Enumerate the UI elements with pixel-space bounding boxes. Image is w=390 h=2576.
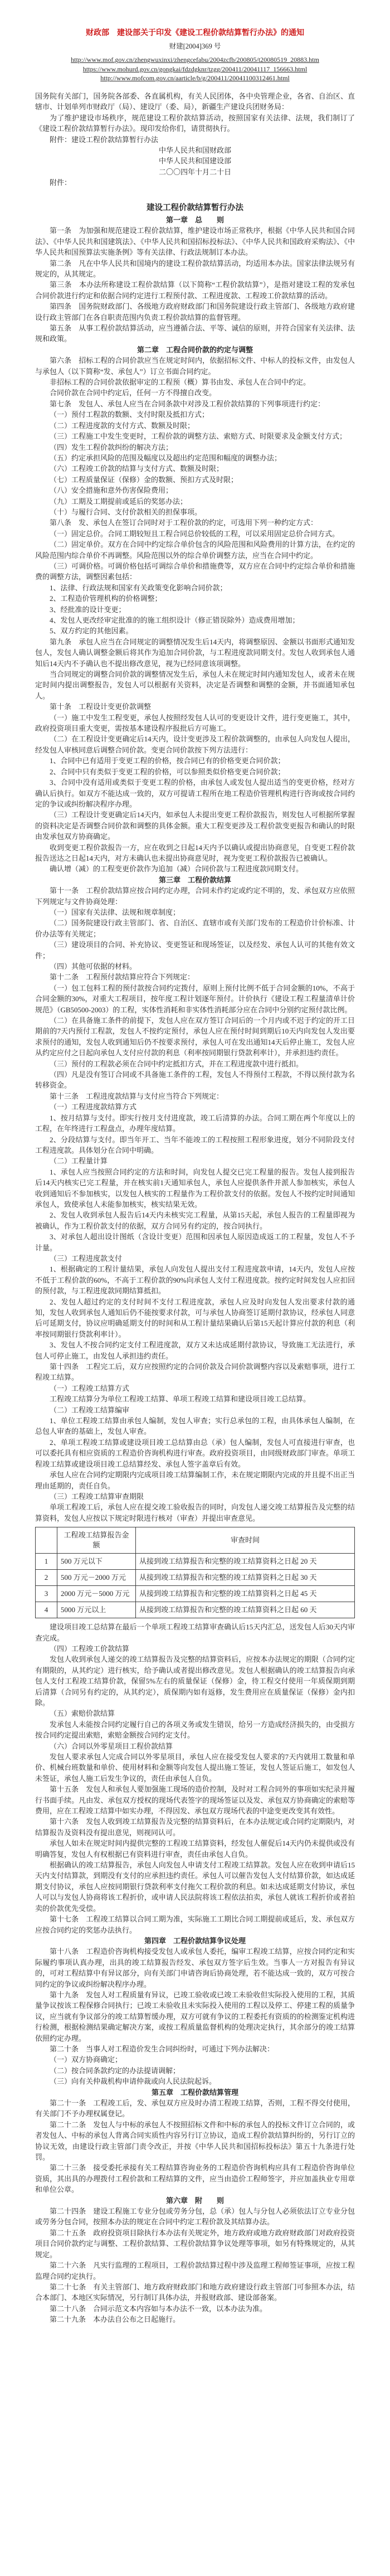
paragraph: （二）工程进度款的支付方式、数额及时限；: [50, 421, 195, 430]
paragraph: 第十九条 发包人对工程质量有异议，已竣工验收或已竣工未验收但实际投入使用的工程，其质量争议按该工程保修合同执行；已竣工未验收且未实际投入使用的工程以及停工、停建工程的质量争议，应当就有争议部分的竣工结算暂缓办理，双方可就有争议的工程委托有资质的的检测鉴定机构进行检测，根据检测结果确定解决方案，或按工程质量监督机构的处理决定执行，其余部分的竣工结算依照约定办理。: [35, 1990, 355, 2043]
paragraph: （一）施工中发生工程变更，承包人按照经发包人认可的变更设计文件，进行变更施工，其中，政府投资项目重大变更，需按基本建设程序报批后方可施工。: [35, 713, 355, 733]
paragraph: 2、工程造价管理机构的价格调整；: [50, 594, 162, 603]
paragraph: 1、承包人应当按照合同约定的方法和时间，向发包人提交已完工程量的报告。发包人接到报告后14天内核实已完工程量，并在核实前1天通知承包人，承包人应提供条件并派人参加核实，承包人收到通知后不参加核实，以发包人核实的工程量作为工程价款支付的依据。发包人不按约定时间通知承包人，致使承包人未能参加核实，核实结果无效。: [35, 1167, 355, 1209]
paragraph: （一）双方协商确定；: [50, 2055, 123, 2064]
source-links: [35, 55, 355, 83]
paragraph: 第十四条 工程完工后，双方应按照约定的合同价款及合同价款调整内容以及索赔事项，进行工程竣工结算。: [35, 1362, 355, 1382]
paragraph: （三）可调价格。可调价格包括可调综合单价和措施费等，双方应在合同中约定综合单价和措施费的调整方法，调整因素包括：: [35, 561, 355, 581]
paragraph: 第二十八条 合同示范文本内容如与本办法不一致，以本办法为准。: [50, 2304, 267, 2313]
paragraph: 工程竣工结算分为单位工程竣工结算、单项工程竣工结算和建设项目竣工总结算。: [50, 1395, 311, 1404]
source-link-mof[interactable]: http://www.mof.gov.cn/zhengwuxinxi/zhengcefabu/2004zcfb/200805/t20080519_20883.htm: [71, 56, 319, 64]
paragraph: 1、按月结算与支付。即实行按月支付进度款，竣工后清算的办法。合同工期在两个年度以上的工程，在年终进行工程盘点，办理年度结算。: [35, 1113, 355, 1133]
table-cell: 500 万元－2000 万元: [57, 1570, 136, 1586]
table-cell: 2000 万元－5000 万元: [57, 1586, 136, 1602]
paragraph: 第二十三条 接受委托承接有关工程结算咨询业务的工程造价咨询机构应具有工程造价咨询单位资质，其出具的办理拨付工程价款和工程结算的文件，应当由造价工程师签字，并应加盖执业专用章和单位公章。: [35, 2163, 355, 2194]
table-cell: 3: [36, 1586, 57, 1602]
paragraph: （三）建设项目的合同、补充协议、变更签证和现场签证，以及经发、承包人认可的其他有效文件；: [35, 940, 355, 960]
paragraph: （七）工程质量保证（保修）金的数额、预扣方式及时限；: [50, 475, 238, 484]
paragraph: 承包人应在合同约定期限内完成项目竣工结算编制工作，未在规定期限内完成的并且提不出正当理由延期的，责任自负。: [35, 1471, 355, 1490]
table-cell: 5000 万元以上: [57, 1602, 136, 1618]
table-header-cell: 工程竣工结算报告金额: [57, 1527, 136, 1554]
paragraph: （二）国务院建设行政主管部门、省、自治区、直辖市或有关部门发布的工程造价计价标准、计价办法等有关规定；: [35, 919, 355, 938]
paragraph: 2、发包人超过约定的支付时间不支付工程进度款，承包人应及时向发包人发出要求付款的通知，发包人收到承包人通知后仍不能按要求付款，可与承包人协商签订延期付款协议，经承包人同意后可延期支付，协议应明确延期支付的时间和从工程计量结果确认后第15天起计算应付款的利息（利率按同期银行贷款利率计）。: [35, 1297, 355, 1338]
paragraph: （二）工程竣工结算编审: [50, 1405, 130, 1414]
chapter-heading: 第四章 工程价款结算争议处理: [144, 1936, 246, 1945]
paragraph: （八）安全措施和意外伤害保险费用；: [50, 486, 173, 495]
paragraph: （四）其他可依据的材料。: [50, 962, 137, 971]
paragraph: 发承包人未能按合同约定履行自己的各项义务或发生错误，给另一方造成经济损失的，由受损方按合同约定提出索赔，索赔金额按合同约定支付。: [35, 1720, 355, 1740]
paragraph: （四）凡是没有签订合同或不具备施工条件的工程，发包人不得预付工程款，不得以预付款为名转移资金。: [35, 1070, 355, 1090]
document-text-blocks: [35, 91, 355, 2325]
paragraph: 3、合同中没有适用或类似于变更工程的价格，由承包人或发包人提出适当的变更价格，经对方确认后执行。如双方不能达成一致的，双方可提请工程所在地工程造价管理机构进行咨询或按合同约定的争议或纠纷解决程序办理。: [35, 778, 355, 808]
paragraph: 第二十七条 有关主管部门、地方政府财政部门和地方政府建设行政主管部门可参照本办法，结合本部门、本地区实际情况，另行制订具体办法，并报财政部、建设部备案。: [35, 2282, 355, 2302]
paragraph: 1、法律、行政法规和国家有关政策变化影响合同价款；: [50, 583, 227, 592]
paragraph: （一）工程竣工结算方式: [50, 1384, 130, 1393]
paragraph: 3、发包人不按合同约定支付工程进度款，双方又未达成延期付款协议，导致施工无法进行，承包人可停止施工，由发包人承担违约责任。: [35, 1341, 355, 1360]
paragraph: 第十五条 发包人和承包人要加强施工现场的造价控制，及时对工程合同外的事项如实纪录并履行书面手续。凡由发、承包双方授权的现场代表签字的现场签证以及发、承包双方协商确定的索赔等费用，应在工程竣工结算中如实办理，不得因发、承包双方现场代表的中途变更改变其有效性。: [35, 1785, 355, 1816]
table-cell: 从接到竣工结算报告和完整的竣工结算资料之日起 30 天: [136, 1570, 355, 1586]
table-header-cell: [36, 1527, 57, 1554]
paragraph: 第九条 承包人应当在合同规定的调整情况发生后14天内，将调整原因、金额以书面形式通知发包人，发包人确认调整金额后将其作为追加合同价款，与工程进度款同期支付。发包人收到承包人通知后14天内不予确认也不提出修改意见，视为已经同意该项调整。: [35, 637, 355, 668]
paragraph: 为了维护建设市场秩序，规范建设工程价款结算活动，按照国家有关法律、法规，我们制订了《建设工程价款结算暂行办法》。现印发给你们，请贯彻执行。: [35, 113, 355, 133]
paragraph: 2、发包人收到承包人报告后14天内未核实完工程量，从第15天起，承包人报告的工程量即视为被确认，作为工程价款支付的依据，双方合同另有约定的，按合同执行。: [35, 1211, 355, 1230]
paragraph: 附件：: [50, 178, 72, 187]
paragraph: 第十八条 工程造价咨询机构接受发包人或承包人委托，编审工程竣工结算，应按合同约定和实际履约事项认真办理，出具的竣工结算报告经发、承包双方签字后生效。当事人一方对报告有异议的，可对工程结算中有异议部分，向有关部门申请咨询后协商处理，若不能达成一致的，双方可按合同约定的争议或纠纷解决程序办理。: [35, 1947, 355, 1988]
table-cell: 从接到竣工结算报告和完整的竣工结算资料之日起 20 天: [136, 1554, 355, 1570]
paragraph: 收到变更工程价款报告一方，应在收到之日起14天内予以确认或提出协商意见，自变更工程价款报告送达之日起14天内，对方未确认也未提出协商意见时，视为变更工程价款报告已被确认。: [35, 843, 355, 862]
paragraph: 3、对承包人超出设计图纸（含设计变更）范围和因承包人原因造成返工的工程量，发包人不予计量。: [35, 1233, 355, 1252]
paragraph: 承包人如未在规定时间内提供完整的工程竣工结算资料，经发包人催促后14天内仍未提供或没有明确答复，发包人有权根据已有资料进行审查，责任由承包人自负。: [35, 1839, 355, 1859]
paragraph: （四）发生工程价款纠纷的解决方法；: [50, 443, 173, 452]
paragraph: 合同价款在合同中约定后，任何一方不得擅自改变。: [50, 389, 217, 397]
paragraph: （一）包工包料工程的预付款按合同约定拨付，原则上预付比例不低于合同金额的10%，不高于合同金额的30%，对重大工程项目，按年度工程计划逐年预付。计价执行《建设工程工程量清单计价规范》（GB50500-2003）的工程，实体性消耗和非实体性消耗部分应在合同中分别约定预付款比例。: [35, 983, 355, 1014]
paragraph: （三）预付的工程款必须在合同中约定抵扣方式，并在工程进度款中进行抵扣。: [50, 1059, 304, 1068]
paragraph: 确认增（减）的工程变更价款作为追加（减）合同价款与工程进度款同期支付。: [50, 865, 304, 874]
paragraph: 5、双方约定的其他因素。: [50, 627, 133, 635]
signature-line: 二〇〇四年十月二十日: [158, 167, 231, 176]
paragraph: （九）工期及工期提前或延后的奖惩办法；: [50, 497, 188, 506]
paragraph: （六）工程竣工价款的结算与支付方式、数额及时限；: [50, 464, 224, 473]
paragraph: 第二十四条 建设工程施工专业分包或劳务分包，总（承）包人与分包人必须依法订立专业分包或劳务分包合同，按照本办法的规定在合同中约定工程价款及其结算办法。: [35, 2207, 355, 2226]
paragraph: 第二十九条 本办法自公布之日起施行。: [50, 2315, 181, 2324]
table-cell: 2: [36, 1570, 57, 1586]
paragraph: 1、根据确定的工程计量结果，承包人向发包人提出支付工程进度款申请，14天内，发包人应按不低于工程价款的60%，不高于工程价款的90%向承包人支付工程进度款。按约定时间发包人应扣回的预付款，与工程进度款同期结算抵扣。: [35, 1265, 355, 1296]
paragraph: （二）在工程设计变更确定后14天内，设计变更涉及工程价款调整的，由承包人向发包人提出，经发包人审核同意后调整合同价款。变更合同价款按下列方法进行：: [35, 735, 355, 754]
measures-title: 建设工程价款结算暂行办法: [147, 203, 243, 212]
paragraph: 附件：建设工程价款结算暂行办法: [50, 135, 159, 144]
paragraph: 第十一条 工程价款结算应按合同约定办理，合同未作约定或约定不明的，发、承包双方应依照下列规定与文件协商处理：: [35, 886, 355, 906]
paragraph: 第二十二条 发包人与中标的承包人不按照招标文件和中标的承包人的投标文件订立合同的，或者发包人、中标的承包人背离合同实质性内容另行订立协议，造成工程价款结算纠纷的，另行订立的协议无效，由建设行政主管部门责令改正，并按《中华人民共和国招标投标法》第五十九条进行处罚。: [35, 2120, 355, 2162]
paragraph: （四）工程竣工价款结算: [50, 1644, 130, 1653]
chapter-heading: 第一章 总 则: [165, 215, 224, 224]
paragraph: （一）国家有关法律、法规和规章制度；: [50, 908, 181, 916]
paragraph: 第二十一条 工程竣工后，发、承包双方应及时办清工程竣工结算，否则，工程不得交付使用，有关部门不予办理权属登记。: [35, 2099, 355, 2118]
paragraph: 4、发包人更改经审定批准的的施工组织设计（修正错误除外）造成费用增加；: [50, 616, 300, 624]
paragraph: 第十六条 发包人收到竣工结算报告及完整的结算资料后，在本办法规定或合同约定期限内，对结算报告及资料没有提出意见，则视同认可。: [35, 1817, 355, 1837]
paragraph: 第七条 发包人、承包人应当在合同条款中对涉及工程价款结算的下列事项进行约定：: [50, 399, 325, 408]
paragraph: （十）与履行合同、支付价款相关的担保事项。: [50, 507, 202, 516]
doc-number: 财建[2004]369 号: [169, 42, 221, 50]
paragraph: 第二十六条 凡实行监理的工程项目，工程价款结算过程中涉及监理工程师签证事项，应按工程监理合同约定执行。: [35, 2261, 355, 2281]
paragraph: 2、单项工程竣工结算或建设项目竣工总结算由总（承）包人编制，发包人可直接进行审查，也可以委托具有相应资质的工程造价咨询机构进行审查。政府投资项目，由同级财政部门审查。单项工程竣工结算或建设项目竣工总结算经发、承包人签字盖章后有效。: [35, 1438, 355, 1468]
paragraph: 2、合同中只有类似于变更工程的价格，可以参照类似价格变更合同价款；: [50, 767, 285, 776]
paragraph: 第二十五条 政府投资项目除执行本办法有关规定外，地方政府或地方政府财政部门对政府投资项目合同价款约定与调整、工程价款结算、工程价款结算争议处理等事项，如另有特殊规定的，从其规定。: [35, 2228, 355, 2259]
paragraph: 2、分段结算与支付。即当年开工、当年不能竣工的工程按照工程形象进度，划分不同阶段支付工程进度款。具体划分在合同中明确。: [35, 1135, 355, 1154]
paragraph: 第一条 为加强和规范建设工程价款结算，维护建设市场正常秩序，根据《中华人民共和国合同法》、《中华人民共和国建筑法》、《中华人民共和国招标投标法》、《中华人民共和国政府采购法》、《中华人民共和国预算法实施条例》等有关法律、行政法规制订本办法。: [35, 226, 355, 257]
settlement-review-time-table: [35, 1527, 355, 1618]
chapter-heading: 第六章 附 则: [165, 2196, 224, 2205]
paragraph: 第十二条 工程预付款结算应符合下列规定：: [50, 973, 195, 982]
notice-title: 财政部 建设部关于印发《建设工程价款结算暂行办法》的通知: [86, 29, 304, 37]
paragraph: （三）工程竣工结算审查期限: [50, 1492, 144, 1501]
table-row: [36, 1586, 355, 1602]
paragraph: 建设项目竣工总结算在最后一个单项工程竣工结算审查确认后15天内汇总，送发包人后30天内审查完成。: [35, 1623, 355, 1642]
paragraph: 第十条 工程设计变更价款调整: [50, 702, 152, 711]
table-row: [36, 1602, 355, 1618]
paragraph: 第三条 本办法所称建设工程价款结算（以下简称“工程价款结算”），是指对建设工程的发承包合同价款进行约定和依据合同约定进行工程预付款、工程进度款、工程竣工价款结算的活动。: [35, 280, 355, 300]
paragraph: 第十三条 工程进度款结算与支付应当符合下列规定：: [50, 1091, 224, 1100]
table-row: [36, 1570, 355, 1586]
paragraph: 第二十条 当事人对工程造价发生合同纠纷时，可通过下列办法解决：: [50, 2044, 275, 2053]
paragraph: 第四条 国务院财政部门、各级地方政府财政部门和国务院建设行政主管部门、各级地方政府建设行政主管部门在各自职责范围内负责工程价款结算的监督管理。: [35, 302, 355, 322]
table-header-row: [36, 1527, 355, 1554]
table-cell: 从接到竣工结算报告和完整的竣工结算资料之日起 45 天: [136, 1586, 355, 1602]
salutation-line: 国务院有关部门，国务院各部委、各直属机构，有关人民团体，各中央管理企业，各省、自治区、直辖市、计划单列市财政厅（局）、建设厅（委、局），新疆生产建设兵团财务局：: [35, 91, 355, 111]
document-body: [35, 0, 355, 2359]
paragraph: （一）工程进度款结算方式: [50, 1103, 137, 1112]
paragraph: 根据确认的竣工结算报告，承包人向发包人申请支付工程竣工结算款。发包人应在收到申请后15天内支付结算款，到期没有支付的应承担违约责任。承包人可以催告发包人支付结算价款，如达成延期支付协议，承包人应按同期银行贷款利率支付拖欠工程价款的利息。如未达成延期支付协议，承包人可以与发包人协商将该工程折价，或申请人民法院将该工程依法拍卖，承包人就该工程折价或者拍卖的价款优先受偿。: [35, 1861, 355, 1913]
paragraph: （三）向有关仲裁机构申请仲裁或向人民法院起诉。: [50, 2077, 217, 2086]
paragraph: 第五条 从事工程价款结算活动，应当遵循合法、平等、诚信的原则，并符合国家有关法律、法规和政策。: [35, 324, 355, 343]
table-cell: 500 万元以下: [57, 1554, 136, 1570]
paragraph: 单项工程竣工后，承包人应在提交竣工验收报告的同时，向发包人递交竣工结算报告及完整的结算资料，发包人应按以下规定时限进行核对（审查）并提出审查意见。: [35, 1503, 355, 1522]
paragraph: 1、合同中已有适用于变更工程的价格，按合同已有的价格变更合同价款；: [50, 756, 285, 765]
paragraph: 1、单位工程竣工结算由承包人编制，发包人审查；实行总承包的工程，由具体承包人编制，在总包人审查的基础上，发包人审查。: [35, 1416, 355, 1436]
paragraph: （五）约定承担风险的范围及幅度以及超出约定范围和幅度的调整办法；: [50, 453, 282, 462]
paragraph: 发包人要求承包人完成合同以外零星项目，承包人应在接受发包人要求的7天内就用工数量和单价、机械台班数量和单价、使用材料和金额等向发包人提出施工签证，发包人签证后施工，如发包人未签证，承包人施工后发生争议的，责任由承包人自负。: [35, 1753, 355, 1783]
paragraph: （五）索赔价款结算: [50, 1709, 115, 1718]
paragraph: （三）工程进度款支付: [50, 1254, 123, 1263]
paragraph: （六）合同以外零星项目工程价款结算: [50, 1741, 173, 1750]
paragraph: 第六条 招标工程的合同价款应当在规定时间内，依据招标文件、中标人的投标文件，由发包人与承包人（以下简称“发、承包人”）订立书面合同约定。: [35, 356, 355, 376]
table-cell: 1: [36, 1554, 57, 1570]
source-link-mofcom[interactable]: http://www.mofcom.gov.cn/aarticle/b/g/200411/20041100312461.html: [100, 74, 290, 83]
signature-line: 中华人民共和国财政部: [158, 145, 231, 154]
chapter-heading: 第二章 工程合同价款的约定与调整: [136, 345, 253, 354]
signature-line: 中华人民共和国建设部: [158, 157, 231, 166]
paragraph: 第十七条 工程竣工结算以合同工期为准，实际施工工期比合同工期提前或延后，发、承包双方应按合同约定的奖惩办法执行。: [35, 1915, 355, 1934]
paragraph: （三）工程设计变更确定后14天内，如承包人未提出变更工程价款报告，则发包人可根据所掌握的资料决定是否调整合同价款和调整的具体金额。重大工程变更涉及工程价款变更报告和确认的时限由发承包双方协商确定。: [35, 811, 355, 841]
paragraph: 非招标工程的合同价款依据审定的工程预（概）算书由发、承包人在合同中约定。: [50, 378, 311, 387]
paragraph: （二）固定单价。双方在合同中约定综合单价包含的风险范围和风险费用的计算方法，在约定的风险范围内综合单价不再调整。风险范围以外的综合单价调整方法，应当在合同中约定。: [35, 540, 355, 560]
table-cell: 从接到竣工结算报告和完整的竣工结算资料之日起 60 天: [136, 1602, 355, 1618]
paragraph: 当合同规定的调整合同价款的调整情况发生后，承包人未在规定时间内通知发包人，或者未在规定时间内提出调整报告，发包人可以根据有关资料，决定是否调整和调整的金额，并书面通知承包人。: [35, 670, 355, 700]
source-link-mohurd[interactable]: https://www.mohurd.gov.cn/gongkai/fdzdgknr/tzgg/200411/20041117_156663.html: [82, 65, 308, 73]
table-cell: 4: [36, 1602, 57, 1618]
paragraph: （二）工程量计算: [50, 1157, 108, 1166]
paragraph: （一）预付工程款的数额、支付时限及抵扣方式；: [50, 410, 209, 419]
paragraph: 3、经批准的设计变更；: [50, 605, 126, 614]
paragraph: （二）按合同条款约定的办法提请调解；: [50, 2066, 181, 2075]
chapter-heading: 第五章 工程价款结算管理: [151, 2088, 238, 2097]
paragraph: （二）在具备施工条件的前提下，发包人应在双方签订合同后的一个月内或不迟于约定的开工日期前的7天内预付工程款，发包人不按约定预付，承包人应在预付时间到期后10天内向发包人发出要求预付的通知，发包人收到通知后仍不按要求预付，承包人可在发出通知14天后停止施工，发包人应从约定应付之日起向承包人支付应付款的利息（利率按同期银行贷款利率计），并承担违约责任。: [35, 1016, 355, 1057]
paragraph: 发包人收到承包人递交的竣工结算报告及完整的结算资料后，应按本办法规定的期限（合同约定有期限的，从其约定）进行核实，给予确认或者提出修改意见。发包人根据确认的竣工结算报告向承包人支付工程竣工结算价款，保留5%左右的质量保证（保修）金，待工程交付使用一年质保期到期后清算（合同另有约定的，从其约定），质保期内如有返修，发生费用应在质量保证（保修）金内扣除。: [35, 1655, 355, 1707]
table-header-cell: 审查时间: [136, 1527, 355, 1554]
paragraph: 第二条 凡在中华人民共和国境内的建设工程价款结算活动，均适用本办法。国家法律法规另有规定的，从其规定。: [35, 259, 355, 278]
paragraph: （一）固定总价。合同工期较短且工程合同总价较低的工程，可以采用固定总价合同方式。: [50, 529, 340, 538]
paragraph: 第八条 发、承包人在签订合同时对于工程价款的约定，可选用下列一种约定方式：: [50, 518, 318, 527]
paragraph: （三）工程施工中发生变更时，工程价款的调整方法、索赔方式、时限要求及金额支付方式；: [50, 432, 347, 441]
table-row: [36, 1554, 355, 1570]
chapter-heading: 第三章 工程价款结算: [158, 875, 231, 884]
